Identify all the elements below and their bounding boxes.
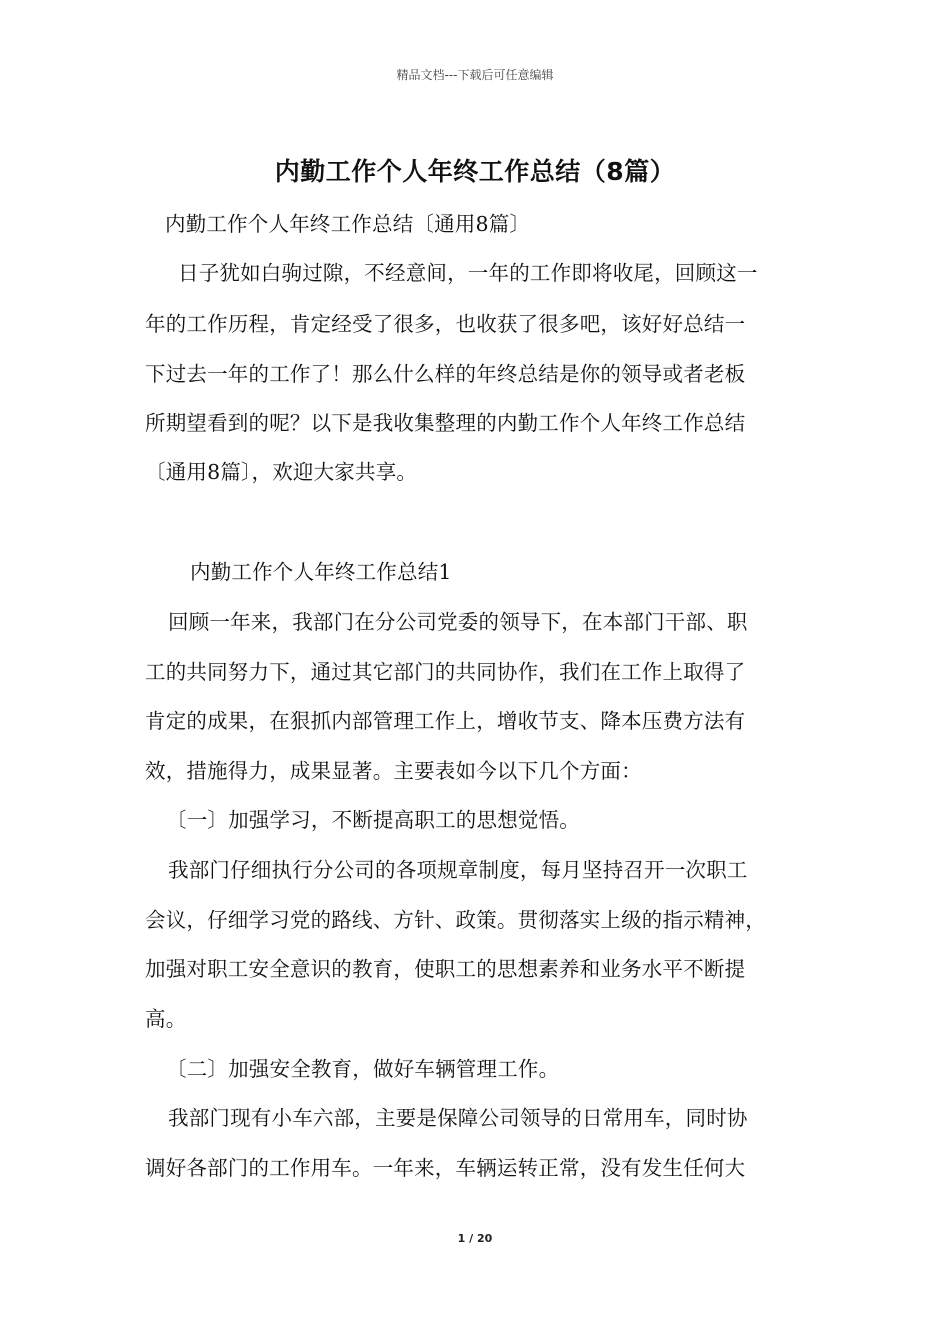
paragraph-line: 调好各部门的工作用车。一年来，车辆运转正常，没有发生任何大	[145, 1156, 746, 1180]
page-header: 精品文档---下载后可任意编辑	[396, 68, 554, 82]
paragraph-line: 肯定的成果，在狠抓内部管理工作上，增收节支、降本压费方法有	[145, 709, 746, 733]
intro-line: 〔通用8篇〕，欢迎大家共享。	[145, 460, 418, 484]
point-heading: 〔一〕加强学习，不断提高职工的思想觉悟。	[166, 808, 580, 832]
section-heading: 内勤工作个人年终工作总结1	[190, 560, 452, 584]
point-heading: 〔二〕加强安全教育，做好车辆管理工作。	[166, 1057, 560, 1081]
document-title: 内勤工作个人年终工作总结（8篇）	[274, 157, 676, 186]
paragraph-line: 我部门现有小车六部，主要是保障公司领导的日常用车，同时协	[168, 1106, 748, 1130]
intro-line: 所期望看到的呢？以下是我收集整理的内勤工作个人年终工作总结	[145, 411, 746, 435]
intro-line: 年的工作历程，肯定经受了很多，也收获了很多吧，该好好总结一	[145, 312, 746, 336]
page-number: 1 / 20	[457, 1232, 493, 1245]
paragraph-line: 效，措施得力，成果显著。主要表如今以下几个方面：	[145, 759, 642, 783]
paragraph-line: 工的共同努力下，通过其它部门的共同协作，我们在工作上取得了	[145, 660, 746, 684]
paragraph-line: 加强对职工安全意识的教育，使职工的思想素养和业务水平不断提	[145, 957, 746, 981]
paragraph-line: 我部门仔细执行分公司的各项规章制度，每月坚持召开一次职工	[168, 858, 748, 882]
intro-line: 日子犹如白驹过隙，不经意间，一年的工作即将收尾，回顾这一	[178, 261, 758, 285]
paragraph-line: 高。	[145, 1007, 187, 1031]
document-subtitle: 内勤工作个人年终工作总结〔通用8篇〕	[165, 212, 531, 236]
paragraph-line: 回顾一年来，我部门在分公司党委的领导下，在本部门干部、职	[168, 610, 748, 634]
paragraph-line: 会议，仔细学习党的路线、方针、政策。贯彻落实上级的指示精神，	[145, 908, 766, 932]
intro-line: 下过去一年的工作了！那么什么样的年终总结是你的领导或者老板	[145, 362, 746, 386]
